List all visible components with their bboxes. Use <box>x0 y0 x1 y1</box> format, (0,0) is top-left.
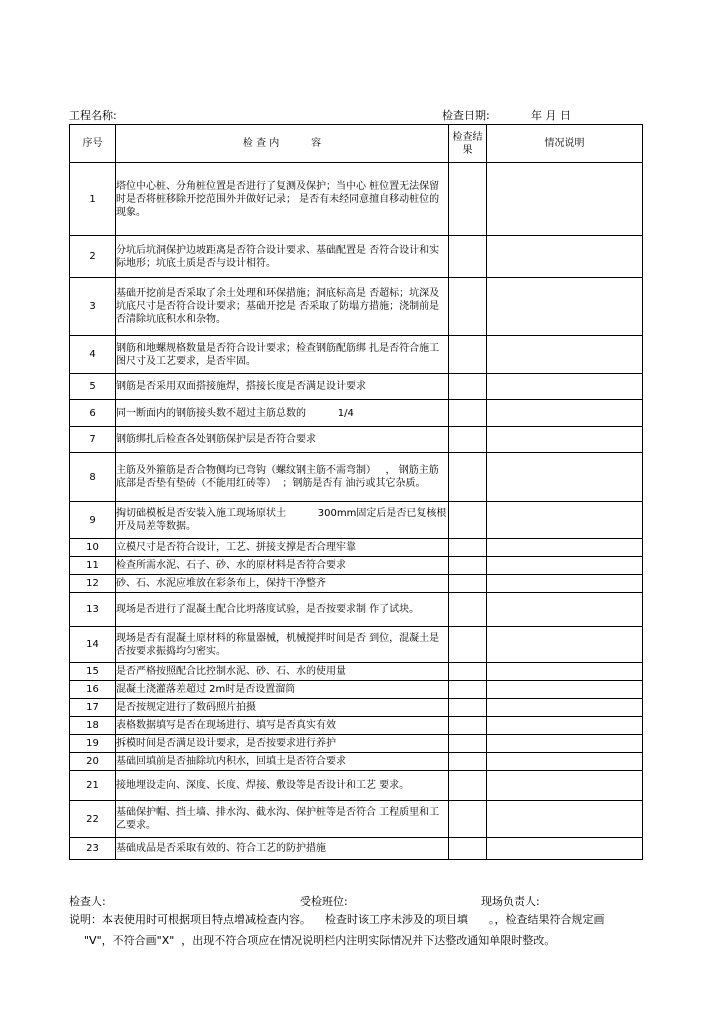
table-row <box>70 163 643 236</box>
inspection-item: 接地埋设走向、深度、长度、焊接、敷设等是否设计和工艺 要求。 <box>116 771 449 801</box>
row-number: 1 <box>70 163 116 236</box>
note-cell[interactable] <box>487 557 643 575</box>
result-cell[interactable] <box>449 400 487 427</box>
inspection-item: 是否按规定进行了数码照片拍摄 <box>116 699 449 717</box>
row-number: 13 <box>70 593 116 627</box>
inspection-table-body <box>70 163 643 860</box>
note-line-1: 说明：本表使用时可根据项目特点增减检查内容。 检查时该工序未涉及的项目填 。，检查结果符合规定画 <box>69 913 605 926</box>
inspection-item: 钢筋是否采用双面搭接施焊，搭接长度是否满足设计要求 <box>116 374 449 400</box>
inspection-item: 立模尺寸是否符合设计，工艺、拼接支撑是否合理牢靠 <box>116 539 449 557</box>
project-name-label: 工程名称: <box>69 109 117 122</box>
inspection-item: 检查所需水泥、石子、砂、水的原材料是否符合要求 <box>116 557 449 575</box>
inspection-item: 是否严格按照配合比控制水泥、砂、石、水的使用量 <box>116 663 449 681</box>
note-cell[interactable] <box>487 539 643 557</box>
table-row <box>70 400 643 427</box>
inspection-item: 砂、石、水泥应堆放在彩条布上，保持干净整齐 <box>116 575 449 593</box>
row-number: 9 <box>70 502 116 539</box>
note-cell[interactable] <box>487 801 643 838</box>
inspected-unit-label: 受检班位: <box>300 895 348 908</box>
inspection-item: 基础回填前是否抽除坑内积水，回填土是否符合要求 <box>116 753 449 771</box>
note-cell[interactable] <box>487 699 643 717</box>
table-row <box>70 539 643 557</box>
inspection-item: 拆模时间是否满足设计要求，是否按要求进行养护 <box>116 735 449 753</box>
column-header-no: 序号 <box>70 125 116 163</box>
note-cell[interactable] <box>487 400 643 427</box>
table-row <box>70 575 643 593</box>
result-cell[interactable] <box>449 838 487 860</box>
inspection-item: 现场是否有混凝土原材料的称量器械，机械搅拌时间是否 到位，混凝土是否按要求振捣均匀密实。 <box>116 627 449 663</box>
row-number: 3 <box>70 278 116 336</box>
result-cell[interactable] <box>449 593 487 627</box>
table-row <box>70 681 643 699</box>
result-cell[interactable] <box>449 557 487 575</box>
table-row <box>70 236 643 278</box>
note-cell[interactable] <box>487 163 643 236</box>
inspection-date-value: 年 月 日 <box>531 109 571 122</box>
table-row <box>70 627 643 663</box>
table-row <box>70 753 643 771</box>
result-cell[interactable] <box>449 502 487 539</box>
inspection-item: 基础成品是否采取有效的、符合工艺的防护措施 <box>116 838 449 860</box>
inspection-date-label: 检查日期: <box>442 109 490 122</box>
result-cell[interactable] <box>449 278 487 336</box>
note-cell[interactable] <box>487 502 643 539</box>
row-number: 18 <box>70 717 116 735</box>
note-cell[interactable] <box>487 453 643 502</box>
inspection-item: 塔位中心桩、分角桩位置是否进行了复测及保护；当中心 桩位置无法保留时是否将桩移除开挖范围外并做好记录； 是否有未经同意擅自移动桩位的现象。 <box>116 163 449 236</box>
note-cell[interactable] <box>487 735 643 753</box>
note-cell[interactable] <box>487 336 643 374</box>
row-number: 4 <box>70 336 116 374</box>
table-row <box>70 663 643 681</box>
table-row <box>70 453 643 502</box>
inspection-item: 主筋及外箍筋是否合物侧均已弯钩（螺纹钢主筋不需弯制） ， 钢筋主筋底部是否垫有垫砖（不能用红砖等） ；钢筋是否有 油污或其它杂质。 <box>116 453 449 502</box>
result-cell[interactable] <box>449 575 487 593</box>
result-cell[interactable] <box>449 801 487 838</box>
result-cell[interactable] <box>449 699 487 717</box>
row-number: 19 <box>70 735 116 753</box>
inspection-item: 现场是否进行了混凝土配合比坍落度试验，是否按要求制 作了试块。 <box>116 593 449 627</box>
table-row <box>70 336 643 374</box>
inspection-item: 钢筋绑扎后检查各处钢筋保护层是否符合要求 <box>116 427 449 453</box>
inspection-item: 基础开挖前是否采取了余土处理和环保措施；洞底标高是 否超标；坑深及坑底尺寸是否符合设计要求；基础开挖是 否采取了防塌方措施；浇制前是否清除坑底积水和杂物。 <box>116 278 449 336</box>
row-number: 22 <box>70 801 116 838</box>
note-cell[interactable] <box>487 771 643 801</box>
row-number: 15 <box>70 663 116 681</box>
note-cell[interactable] <box>487 575 643 593</box>
inspector-label: 检查人: <box>69 895 106 908</box>
row-number: 17 <box>70 699 116 717</box>
note-cell[interactable] <box>487 681 643 699</box>
result-cell[interactable] <box>449 663 487 681</box>
result-cell[interactable] <box>449 681 487 699</box>
table-header-row <box>70 125 643 163</box>
note-cell[interactable] <box>487 717 643 735</box>
table-row <box>70 557 643 575</box>
note-cell[interactable] <box>487 838 643 860</box>
note-cell[interactable] <box>487 663 643 681</box>
result-cell[interactable] <box>449 717 487 735</box>
table-row <box>70 593 643 627</box>
result-cell[interactable] <box>449 427 487 453</box>
inspection-item: 表格数据填写是否在现场进行、填写是否真实有效 <box>116 717 449 735</box>
result-cell[interactable] <box>449 163 487 236</box>
table-row <box>70 427 643 453</box>
table-row <box>70 699 643 717</box>
row-number: 12 <box>70 575 116 593</box>
inspection-item: 分坑后坑洞保护边坡距离是否符合设计要求、基础配置是 否符合设计和实际地形；坑底土质是否与设计相符。 <box>116 236 449 278</box>
table-row <box>70 838 643 860</box>
result-cell[interactable] <box>449 753 487 771</box>
result-cell[interactable] <box>449 236 487 278</box>
row-number: 14 <box>70 627 116 663</box>
result-cell[interactable] <box>449 539 487 557</box>
inspection-item: 混凝土浇灌落差超过 2m时是否设置溜筒 <box>116 681 449 699</box>
column-header-note: 情况说明 <box>487 125 643 163</box>
row-number: 6 <box>70 400 116 427</box>
row-number: 16 <box>70 681 116 699</box>
table-row <box>70 717 643 735</box>
note-cell[interactable] <box>487 627 643 663</box>
note-cell[interactable] <box>487 236 643 278</box>
row-number: 10 <box>70 539 116 557</box>
note-cell[interactable] <box>487 753 643 771</box>
inspection-item: 钢筋和地螺规格数量是否符合设计要求；检查钢筋配筋绑 扎是否符合施工图尺寸及工艺要求，是否牢固。 <box>116 336 449 374</box>
inspection-item: 同一断面内的钢筋接头数不超过主筋总数的 1/4 <box>116 400 449 427</box>
inspection-table <box>69 124 643 860</box>
table-row <box>70 502 643 539</box>
row-number: 2 <box>70 236 116 278</box>
note-line-2: "V"，不符合画"X" ，出现不符合项应在情况说明栏内注明实际情况并下达整改通知单限时整改。 <box>84 934 556 947</box>
table-row <box>70 374 643 400</box>
result-cell[interactable] <box>449 627 487 663</box>
column-header-result: 检查结果 <box>449 125 487 163</box>
inspection-item: 基础保护帽、挡土墙、排水沟、截水沟、保护桩等是否符合 工程质里和工乙要求。 <box>116 801 449 838</box>
site-manager-label: 现场负责人: <box>481 895 540 908</box>
row-number: 20 <box>70 753 116 771</box>
inspection-item: 掏切础模板是否安装入施工现场原状土 300mm固定后是否已复核根开及局差等数据。 <box>116 502 449 539</box>
result-cell[interactable] <box>449 735 487 753</box>
row-number: 21 <box>70 771 116 801</box>
row-number: 23 <box>70 838 116 860</box>
table-row <box>70 278 643 336</box>
result-cell[interactable] <box>449 374 487 400</box>
result-cell[interactable] <box>449 336 487 374</box>
result-cell[interactable] <box>449 771 487 801</box>
row-number: 7 <box>70 427 116 453</box>
row-number: 8 <box>70 453 116 502</box>
note-cell[interactable] <box>487 374 643 400</box>
result-cell[interactable] <box>449 453 487 502</box>
row-number: 11 <box>70 557 116 575</box>
row-number: 5 <box>70 374 116 400</box>
note-cell[interactable] <box>487 427 643 453</box>
table-row <box>70 735 643 753</box>
table-row <box>70 771 643 801</box>
note-cell[interactable] <box>487 278 643 336</box>
note-cell[interactable] <box>487 593 643 627</box>
column-header-item: 检 查 内 容 <box>116 125 449 163</box>
table-row <box>70 801 643 838</box>
